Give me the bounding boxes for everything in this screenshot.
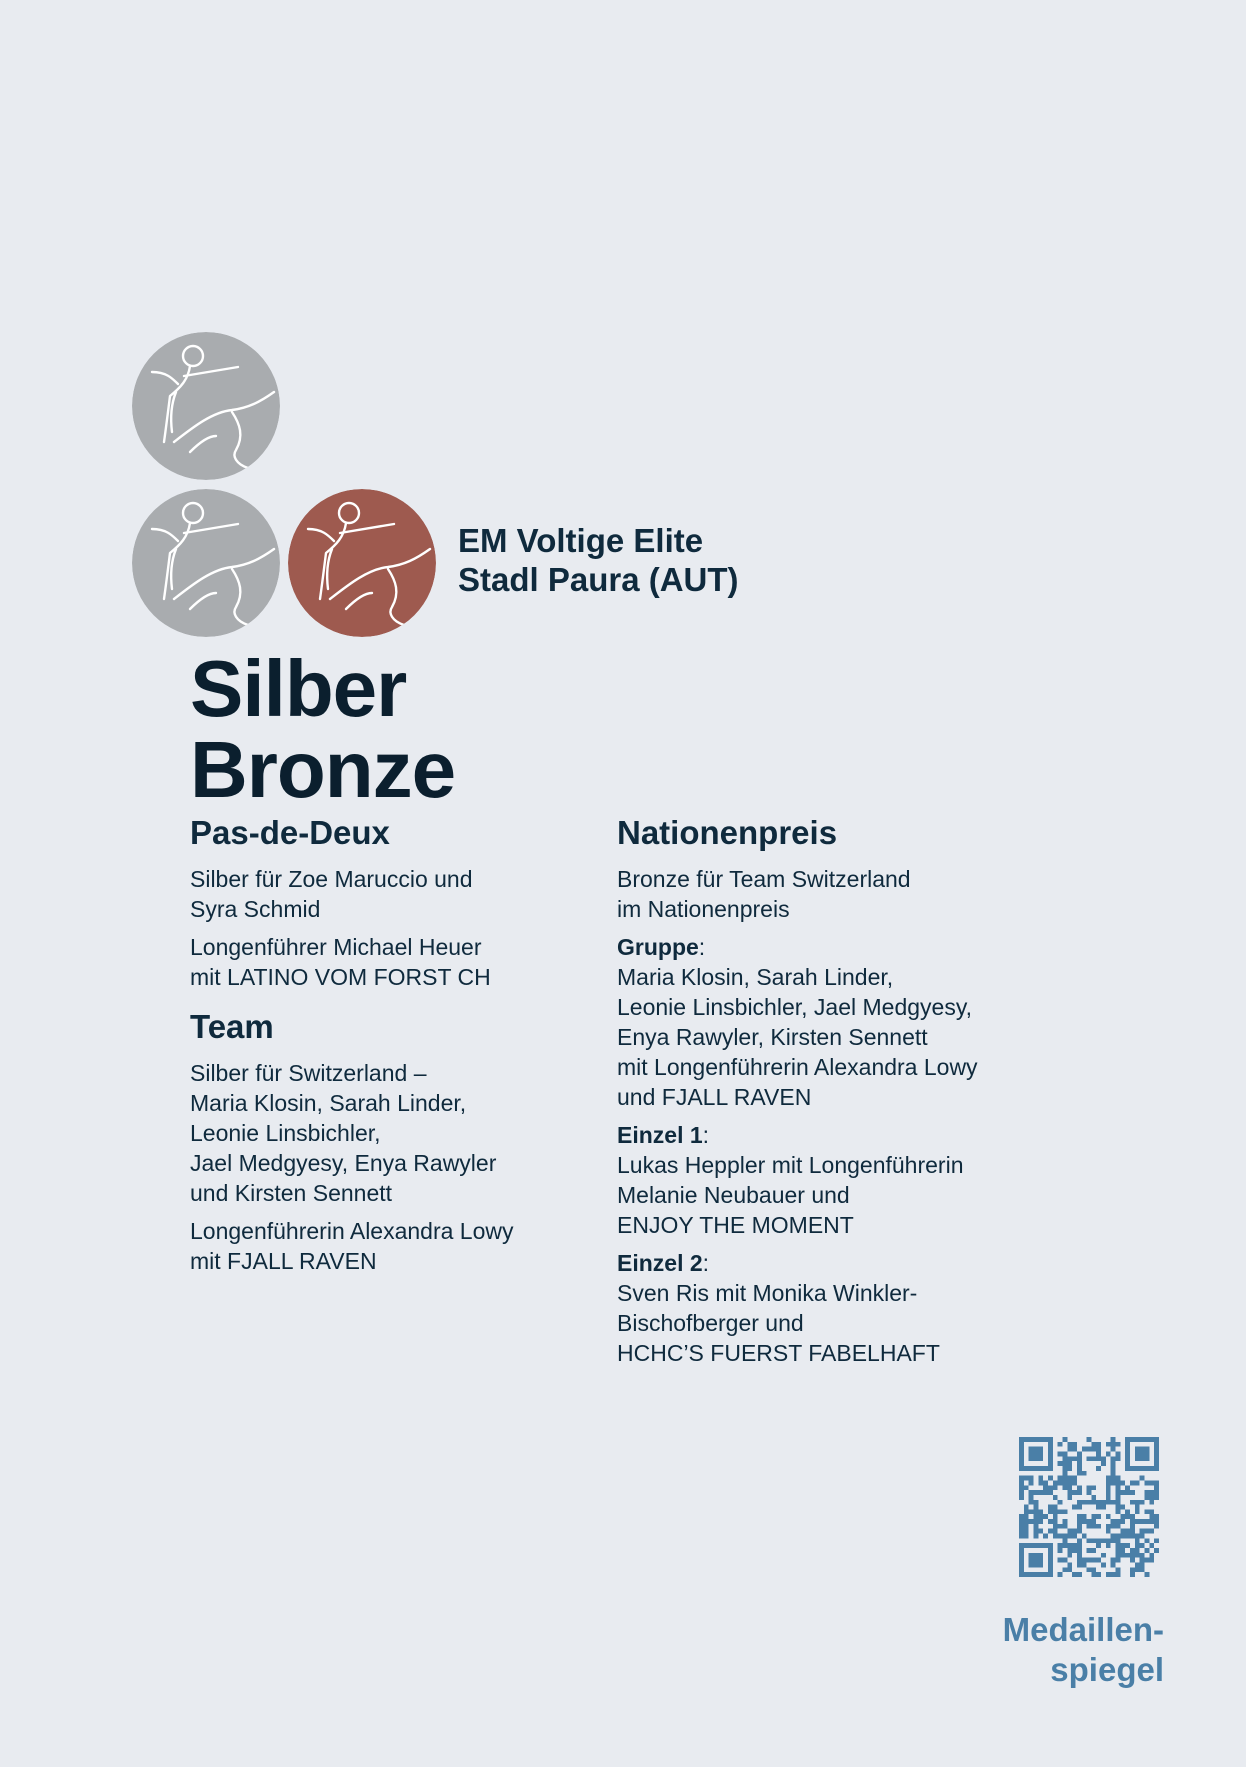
nationenpreis-heading: Nationenpreis [617,814,838,851]
page-title [190,644,456,814]
medaillenspiegel-link[interactable]: Medaillen- spiegel [1002,1611,1164,1688]
event-name: EM Voltige Elite [458,522,704,559]
qr-code-icon[interactable] [1019,1437,1159,1577]
einzel2-text: Sven Ris mit Monika Winkler- Bischofberger und HCHC’S FUERST FABELHAFT [617,1280,940,1366]
team-lunger: Longenführerin Alexandra Lowy mit FJALL RAVEN [190,1218,514,1274]
vaulter-on-horse-icon [288,489,436,637]
einzel1-text: Lukas Heppler mit Longenführerin Melanie Neubauer und ENJOY THE MOMENT [617,1152,964,1238]
silver-medal-bottom [132,489,280,637]
team-heading: Team [190,1008,274,1045]
left-column [190,812,590,1284]
einzel1-section [617,1120,1037,1240]
bronze-medal [288,489,436,637]
colon: : [698,934,706,960]
gruppe-text: Maria Klosin, Sarah Linder, Leonie Linsbichler, Jael Medgyesy, Enya Rawyler, Kirsten Sennett mit Longenführerin Alexandra Lowy und FJALL RAVEN [617,964,978,1110]
einzel2-section [617,1248,1037,1368]
pas-de-deux-lunger: Longenführer Michael Heuer mit LATINO VOM FORST CH [190,934,491,990]
gruppe-section [617,932,1037,1112]
event-title [458,521,739,599]
silver-medal-top [132,332,280,480]
colon: : [702,1122,710,1148]
pas-de-deux-result: Silber für Zoe Maruccio und Syra Schmid [190,866,473,922]
einzel1-label: Einzel 1 [617,1122,703,1148]
event-location: Stadl Paura (AUT) [458,561,739,598]
nationenpreis-intro: Bronze für Team Switzerland im Nationenpreis [617,866,911,922]
gruppe-label: Gruppe [617,934,699,960]
headline-silber: Silber [190,644,407,733]
einzel2-label: Einzel 2 [617,1250,703,1276]
colon: : [702,1250,710,1276]
vaulter-on-horse-icon [132,489,280,637]
vaulter-on-horse-icon [132,332,280,480]
pas-de-deux-heading: Pas-de-Deux [190,814,390,851]
team-result: Silber für Switzerland – Maria Klosin, Sarah Linder, Leonie Linsbichler, Jael Medgyesy, Enya Rawyler und Kirsten Sennett [190,1060,497,1206]
headline-bronze: Bronze [190,725,456,814]
right-column [617,812,1037,1376]
